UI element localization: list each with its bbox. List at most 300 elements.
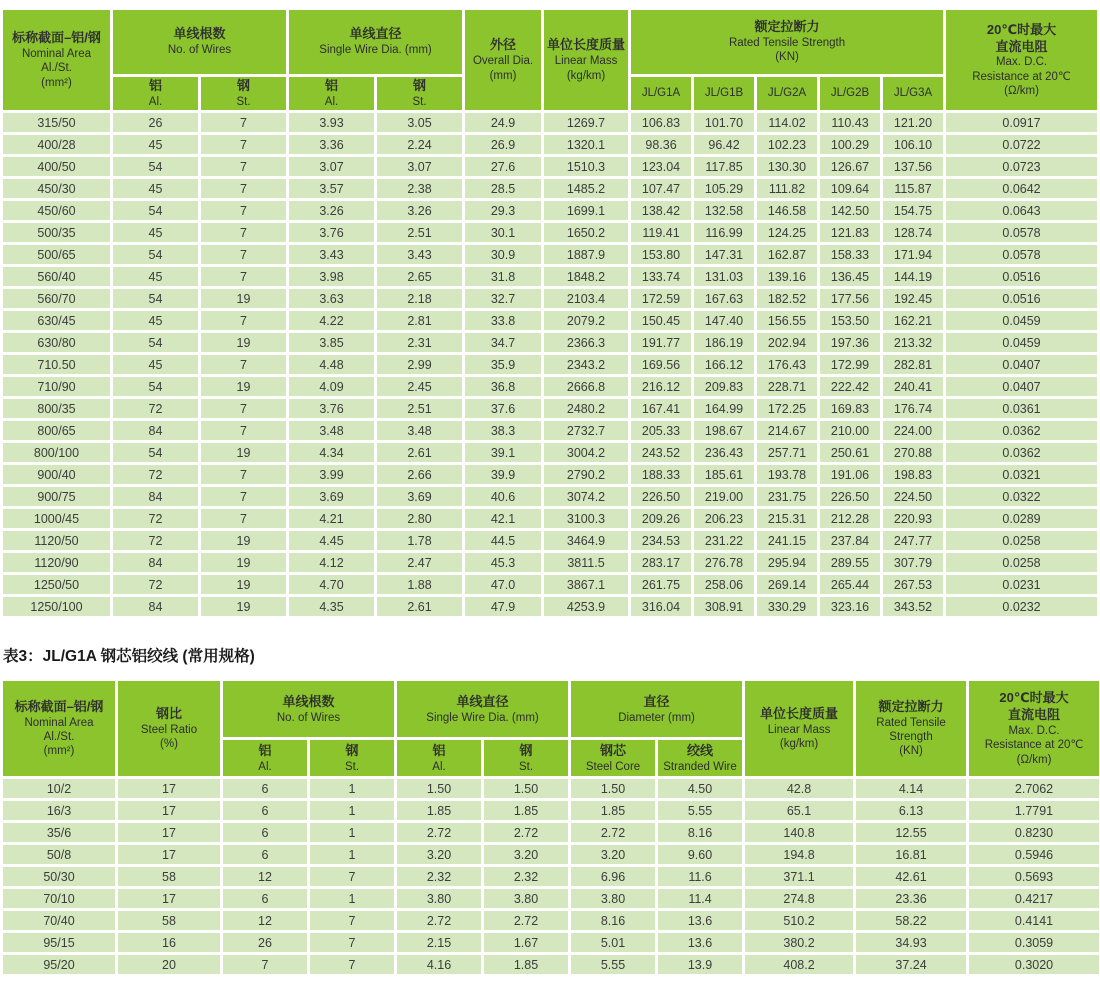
- cell: 2666.8: [544, 377, 628, 396]
- cell: 58: [118, 867, 220, 886]
- cell: 224.50: [883, 487, 943, 506]
- cell: 105.29: [694, 179, 754, 198]
- cell: 330.29: [757, 597, 817, 616]
- cell: 45: [113, 135, 198, 154]
- cell: 3.20: [397, 845, 481, 864]
- cell: 8.16: [658, 823, 742, 842]
- cell: 115.87: [883, 179, 943, 198]
- cell: 3867.1: [544, 575, 628, 594]
- subheader-core-en: Steel Core: [585, 760, 641, 773]
- cell: 3.80: [484, 889, 568, 908]
- cell: 219.00: [694, 487, 754, 506]
- cell: 1000/45: [3, 509, 110, 528]
- cell: 3464.9: [544, 531, 628, 550]
- header-wires-en: No. of Wires: [276, 711, 341, 724]
- subheader-st-wires: [201, 77, 286, 110]
- subheader-st-dia: [377, 77, 462, 110]
- subheader-al-en: Al.: [324, 95, 339, 108]
- cell: 800/65: [3, 421, 110, 440]
- cell: 400/50: [3, 157, 110, 176]
- subheader-strand-en: Stranded Wire: [663, 760, 737, 773]
- cell: 289.55: [820, 553, 880, 572]
- cell: 42.1: [465, 509, 541, 528]
- cell: 7: [201, 465, 286, 484]
- cell: 243.52: [631, 443, 691, 462]
- cell: 109.64: [820, 179, 880, 198]
- cell: 37.24: [856, 955, 966, 974]
- cell: 185.61: [694, 465, 754, 484]
- header-rts-cn: 额定拉断力: [754, 19, 820, 35]
- cell: 26: [223, 933, 307, 952]
- cell: 226.50: [820, 487, 880, 506]
- subheader-core-cn: 钢芯: [600, 742, 627, 758]
- header-nominal-cn: 标称截面–铝/钢: [12, 30, 101, 46]
- cell: 193.78: [757, 465, 817, 484]
- cell: 197.36: [820, 333, 880, 352]
- cell: 7: [201, 179, 286, 198]
- cell: 128.74: [883, 223, 943, 242]
- cell: 3.80: [397, 889, 481, 908]
- header-steel-ratio: [118, 681, 220, 776]
- cell: 4.35: [289, 597, 374, 616]
- subheader-st-cn: 钢: [345, 742, 359, 758]
- cell: 124.25: [757, 223, 817, 242]
- cell: 95/20: [3, 955, 115, 974]
- table-row: [3, 355, 1097, 374]
- cell: 7: [310, 933, 394, 952]
- cell: 202.94: [757, 333, 817, 352]
- cell: 210.00: [820, 421, 880, 440]
- cell: 5.55: [571, 955, 655, 974]
- cell: 4.21: [289, 509, 374, 528]
- cell: 167.63: [694, 289, 754, 308]
- cell: 3.85: [289, 333, 374, 352]
- cell: 147.40: [694, 311, 754, 330]
- header-dc-resistance: [946, 10, 1097, 110]
- cell: 16/3: [3, 801, 115, 820]
- cell: 54: [113, 157, 198, 176]
- header-nominal-en1: Nominal Area: [21, 48, 92, 61]
- header-diameter-en: Diameter (mm): [618, 711, 695, 724]
- cell: 11.4: [658, 889, 742, 908]
- subheader-jl-g2b: JL/G2B: [820, 77, 880, 110]
- cell: 315/50: [3, 113, 110, 132]
- cell: 236.43: [694, 443, 754, 462]
- cell: 1120/90: [3, 553, 110, 572]
- cell: 2.80: [377, 509, 462, 528]
- cell: 2.7062: [969, 779, 1099, 798]
- header-mass-en2: (kg/km): [779, 738, 819, 751]
- cell: 84: [113, 421, 198, 440]
- cell: 2.32: [484, 867, 568, 886]
- cell: 0.0459: [946, 311, 1097, 330]
- subheader-st-en: St.: [236, 95, 251, 108]
- cell: 7: [201, 355, 286, 374]
- header-rts-cn: 额定拉断力: [878, 698, 944, 714]
- cell: 261.75: [631, 575, 691, 594]
- cell: 0.0361: [946, 399, 1097, 418]
- cell: 2.81: [377, 311, 462, 330]
- cell: 2.38: [377, 179, 462, 198]
- table-row: [3, 421, 1097, 440]
- cell: 0.0321: [946, 465, 1097, 484]
- cell: 228.71: [757, 377, 817, 396]
- cell: 1250/50: [3, 575, 110, 594]
- cell: 0.0322: [946, 487, 1097, 506]
- cell: 176.43: [757, 355, 817, 374]
- cell: 450/60: [3, 201, 110, 220]
- cell: 3004.2: [544, 443, 628, 462]
- subheader-al-en: Al.: [258, 760, 272, 773]
- cell: 23.36: [856, 889, 966, 908]
- table-row: [3, 377, 1097, 396]
- cell: 710.50: [3, 355, 110, 374]
- cell: 153.50: [820, 311, 880, 330]
- subheader-steel-core: [571, 740, 655, 776]
- cell: 1.50: [571, 779, 655, 798]
- cell: 2.18: [377, 289, 462, 308]
- cell: 188.33: [631, 465, 691, 484]
- subheader-stranded-wire: [658, 740, 742, 776]
- header-dia-cn: 单线直径: [349, 26, 402, 42]
- cell: 216.12: [631, 377, 691, 396]
- cell: 137.56: [883, 157, 943, 176]
- cell: 1.7791: [969, 801, 1099, 820]
- cell: 31.8: [465, 267, 541, 286]
- header-ratio-en2: (%): [160, 738, 178, 751]
- header-res-cn2: 直流电阻: [995, 38, 1048, 54]
- cell: 3.98: [289, 267, 374, 286]
- cell: 30.1: [465, 223, 541, 242]
- cell: 295.94: [757, 553, 817, 572]
- table-row: [3, 201, 1097, 220]
- cell: 0.4141: [969, 911, 1099, 930]
- cell: 323.16: [820, 597, 880, 616]
- cell: 34.7: [465, 333, 541, 352]
- cell: 0.0516: [946, 289, 1097, 308]
- cell: 2.66: [377, 465, 462, 484]
- cell: 142.50: [820, 201, 880, 220]
- subheader-al-cn: 铝: [432, 742, 446, 758]
- cell: 177.56: [820, 289, 880, 308]
- cell: 6: [223, 823, 307, 842]
- cell: 7: [201, 509, 286, 528]
- cell: 34.93: [856, 933, 966, 952]
- cell: 4.50: [658, 779, 742, 798]
- cell: 117.85: [694, 157, 754, 176]
- cell: 38.3: [465, 421, 541, 440]
- cell: 1848.2: [544, 267, 628, 286]
- cell: 0.0642: [946, 179, 1097, 198]
- cell: 258.06: [694, 575, 754, 594]
- cell: 7: [201, 201, 286, 220]
- cell: 12: [223, 911, 307, 930]
- subheader-al-wires: [223, 740, 307, 776]
- subheader-st-en: St.: [344, 760, 360, 773]
- cell: 50/8: [3, 845, 115, 864]
- subheader-al-dia: [397, 740, 481, 776]
- subheader-al-dia: [289, 77, 374, 110]
- cell: 510.2: [745, 911, 853, 930]
- cell: 2366.3: [544, 333, 628, 352]
- cell: 0.4217: [969, 889, 1099, 908]
- cell: 17: [118, 779, 220, 798]
- cell: 2.61: [377, 443, 462, 462]
- spec-table-common: [0, 7, 1100, 619]
- cell: 0.0231: [946, 575, 1097, 594]
- table-row: [3, 399, 1097, 418]
- cell: 283.17: [631, 553, 691, 572]
- cell: 19: [201, 377, 286, 396]
- cell: 222.42: [820, 377, 880, 396]
- cell: 6: [223, 779, 307, 798]
- table3-caption: 表3：JL/G1A 钢芯铝绞线 (常用规格): [3, 648, 255, 666]
- cell: 106.10: [883, 135, 943, 154]
- header-overall-cn: 外径: [490, 37, 517, 53]
- table-row: [3, 267, 1097, 286]
- header-nominal-en2: Al./St.: [41, 62, 72, 75]
- cell: 54: [113, 333, 198, 352]
- cell: 171.94: [883, 245, 943, 264]
- cell: 3.63: [289, 289, 374, 308]
- subheader-al-wires: [113, 77, 198, 110]
- cell: 4.22: [289, 311, 374, 330]
- table-row: [3, 575, 1097, 594]
- cell: 10/2: [3, 779, 115, 798]
- cell: 257.71: [757, 443, 817, 462]
- cell: 7: [201, 421, 286, 440]
- cell: 111.82: [757, 179, 817, 198]
- cell: 40.6: [465, 487, 541, 506]
- cell: 17: [118, 845, 220, 864]
- cell: 133.74: [631, 267, 691, 286]
- cell: 1.85: [571, 801, 655, 820]
- cell: 27.6: [465, 157, 541, 176]
- cell: 107.47: [631, 179, 691, 198]
- cell: 7: [201, 135, 286, 154]
- header-overall-dia: [465, 10, 541, 110]
- subheader-st-en: St.: [412, 95, 427, 108]
- cell: 123.04: [631, 157, 691, 176]
- cell: 45: [113, 355, 198, 374]
- cell: 2.72: [571, 823, 655, 842]
- cell: 3.05: [377, 113, 462, 132]
- cell: 47.9: [465, 597, 541, 616]
- cell: 130.30: [757, 157, 817, 176]
- table-row: [3, 509, 1097, 528]
- cell: 1699.1: [544, 201, 628, 220]
- table-row: [3, 531, 1097, 550]
- table-row: [3, 245, 1097, 264]
- cell: 3.76: [289, 223, 374, 242]
- cell: 72: [113, 531, 198, 550]
- header-nominal-en1: Nominal Area: [24, 716, 94, 729]
- cell: 0.5946: [969, 845, 1099, 864]
- cell: 162.21: [883, 311, 943, 330]
- cell: 4.12: [289, 553, 374, 572]
- cell: 1.85: [484, 955, 568, 974]
- table-row: [3, 333, 1097, 352]
- cell: 1.78: [377, 531, 462, 550]
- cell: 47.0: [465, 575, 541, 594]
- header-res-en1: Max. D.C.: [995, 56, 1048, 69]
- table-row: [3, 911, 1099, 930]
- header-single-wire-dia: [397, 681, 568, 737]
- header-dia-en: Single Wire Dia. (mm): [319, 44, 432, 57]
- cell: 19: [201, 575, 286, 594]
- header-overall-en1: Overall Dia.: [472, 55, 534, 68]
- cell: 2.15: [397, 933, 481, 952]
- table2-body: [3, 779, 1099, 974]
- cell: 2.72: [397, 823, 481, 842]
- cell: 45.3: [465, 553, 541, 572]
- cell: 153.80: [631, 245, 691, 264]
- cell: 84: [113, 553, 198, 572]
- cell: 84: [113, 597, 198, 616]
- cell: 3.20: [484, 845, 568, 864]
- cell: 156.55: [757, 311, 817, 330]
- cell: 172.99: [820, 355, 880, 374]
- cell: 1.85: [484, 801, 568, 820]
- cell: 146.58: [757, 201, 817, 220]
- cell: 2.51: [377, 223, 462, 242]
- cell: 102.23: [757, 135, 817, 154]
- cell: 39.1: [465, 443, 541, 462]
- cell: 72: [113, 399, 198, 418]
- header-res-en2: Resistance at 20℃: [984, 739, 1084, 752]
- cell: 176.74: [883, 399, 943, 418]
- cell: 0.0917: [946, 113, 1097, 132]
- cell: 12: [223, 867, 307, 886]
- table-row: [3, 465, 1097, 484]
- header-rts-en1: Rated Tensile Strength: [728, 37, 846, 50]
- cell: 7: [201, 157, 286, 176]
- cell: 209.83: [694, 377, 754, 396]
- cell: 3.07: [377, 157, 462, 176]
- cell: 119.41: [631, 223, 691, 242]
- subheader-st-dia: [484, 740, 568, 776]
- header-res-en1: Max. D.C.: [1008, 725, 1060, 738]
- subheader-al-cn: 铝: [258, 742, 272, 758]
- header-wires-cn: 单线根数: [282, 693, 335, 709]
- cell: 45: [113, 311, 198, 330]
- cell: 19: [201, 333, 286, 352]
- cell: 3074.2: [544, 487, 628, 506]
- cell: 630/45: [3, 311, 110, 330]
- cell: 13.9: [658, 955, 742, 974]
- cell: 408.2: [745, 955, 853, 974]
- cell: 3.26: [377, 201, 462, 220]
- header-diameter: [571, 681, 742, 737]
- cell: 13.6: [658, 933, 742, 952]
- cell: 65.1: [745, 801, 853, 820]
- cell: 19: [201, 443, 286, 462]
- cell: 186.19: [694, 333, 754, 352]
- cell: 0.0516: [946, 267, 1097, 286]
- cell: 35.9: [465, 355, 541, 374]
- cell: 0.0459: [946, 333, 1097, 352]
- cell: 191.77: [631, 333, 691, 352]
- cell: 17: [118, 801, 220, 820]
- cell: 7: [201, 267, 286, 286]
- cell: 307.79: [883, 553, 943, 572]
- table-row: [3, 955, 1099, 974]
- cell: 19: [201, 553, 286, 572]
- cell: 44.5: [465, 531, 541, 550]
- header-rts-en2: (KN): [775, 51, 799, 64]
- header-rts-en1: Rated Tensile: [876, 716, 946, 729]
- cell: 224.00: [883, 421, 943, 440]
- header-dia-cn: 单线直径: [456, 693, 509, 709]
- cell: 8.16: [571, 911, 655, 930]
- cell: 3.69: [377, 487, 462, 506]
- cell: 7: [201, 311, 286, 330]
- header-ratio-en1: Steel Ratio: [140, 723, 198, 736]
- cell: 3.80: [571, 889, 655, 908]
- cell: 58: [118, 911, 220, 930]
- subheader-jl-g1b: JL/G1B: [694, 77, 754, 110]
- cell: 121.83: [820, 223, 880, 242]
- cell: 45: [113, 179, 198, 198]
- table1-header: [3, 10, 1097, 110]
- header-diameter-cn: 直径: [643, 693, 670, 709]
- cell: 2480.2: [544, 399, 628, 418]
- cell: 0.0578: [946, 223, 1097, 242]
- subheader-jl-g1a: JL/G1A: [631, 77, 691, 110]
- cell: 166.12: [694, 355, 754, 374]
- cell: 380.2: [745, 933, 853, 952]
- header-wires-en: No. of Wires: [167, 44, 232, 57]
- header-rated-tensile-strength: [856, 681, 966, 776]
- cell: 0.0578: [946, 245, 1097, 264]
- cell: 12.55: [856, 823, 966, 842]
- subheader-st-cn: 钢: [237, 78, 251, 93]
- cell: 2732.7: [544, 421, 628, 440]
- cell: 36.8: [465, 377, 541, 396]
- cell: 1: [310, 845, 394, 864]
- cell: 0.3020: [969, 955, 1099, 974]
- cell: 13.6: [658, 911, 742, 930]
- cell: 7: [201, 223, 286, 242]
- cell: 11.6: [658, 867, 742, 886]
- header-overall-en2: (mm): [489, 69, 517, 82]
- cell: 308.91: [694, 597, 754, 616]
- cell: 3.43: [289, 245, 374, 264]
- cell: 3.43: [377, 245, 462, 264]
- subheader-al-en: Al.: [432, 760, 446, 773]
- header-mass-en1: Linear Mass: [554, 55, 618, 68]
- cell: 121.20: [883, 113, 943, 132]
- table-row: [3, 179, 1097, 198]
- cell: 1120/50: [3, 531, 110, 550]
- subheader-al-cn: 铝: [325, 78, 339, 93]
- cell: 247.77: [883, 531, 943, 550]
- header-rts-en3: (KN): [899, 745, 923, 758]
- table-row: [3, 845, 1099, 864]
- cell: 800/35: [3, 399, 110, 418]
- cell: 213.32: [883, 333, 943, 352]
- cell: 0.0407: [946, 355, 1097, 374]
- cell: 2.31: [377, 333, 462, 352]
- cell: 140.8: [745, 823, 853, 842]
- cell: 900/40: [3, 465, 110, 484]
- cell: 24.9: [465, 113, 541, 132]
- cell: 3100.3: [544, 509, 628, 528]
- cell: 0.0722: [946, 135, 1097, 154]
- cell: 2790.2: [544, 465, 628, 484]
- cell: 139.16: [757, 267, 817, 286]
- cell: 45: [113, 267, 198, 286]
